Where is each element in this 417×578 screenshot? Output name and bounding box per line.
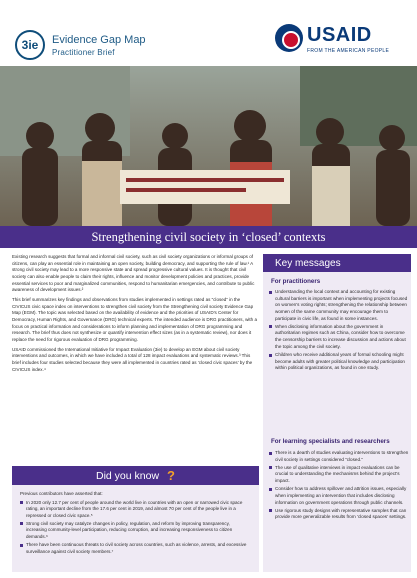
list-item: Consider how to address spillover and attrition issues, especially when implementing an intervention that includes disclosing information on government operations through public channels.	[269, 486, 409, 506]
did-you-know-intro: Previous contributors have asserted that:	[20, 491, 103, 496]
list-item: Use rigorous study designs with representative samples that can provide more generalizable results from ‘closed spaces’ settings.	[269, 508, 409, 521]
usaid-seal-icon	[275, 24, 303, 52]
list-item: There is a dearth of studies evaluating interventions to strengthen civil society in settings considered “closed.”	[269, 450, 409, 463]
list-item: There have been continuous threats to civil society across countries, such as violence, arrests, and excessive surveillance against civil society members.⁷	[20, 542, 251, 555]
researchers-list	[269, 450, 409, 523]
list-item: Understanding the local context and accounting for existing cultural barriers is important when implementing projects focused on women’s voting rights; strengthening the relationship between women of the same community may encourage them to participate in civic life, as found in some instances.	[269, 289, 409, 322]
title-banner	[0, 226, 417, 248]
brief-header	[0, 0, 417, 66]
intro-text	[12, 254, 259, 376]
did-you-know-title: Did you know	[96, 469, 160, 482]
3ie-logo: 3ie	[15, 30, 45, 60]
key-messages-heading: Key messages	[263, 254, 411, 272]
list-item: In 2020 only 12.7 per cent of people around the world live in countries with an open or narrowed civic space rating, an important decline from the 17.6 per cent in 2019, and almost 70 per cent of the people live in a repressed or closed civic space.⁵	[20, 500, 251, 520]
did-you-know-panel	[12, 485, 259, 572]
list-item: The use of qualitative interviews in impact evaluations can be crucial to understanding the mechanisms behind the project’s impact.	[269, 465, 409, 485]
list-item: Children who receive additional years of formal schooling might become adults with greater political knowledge and participation within political organizations, as found in one study.	[269, 352, 409, 372]
researchers-heading: For learning specialists and researchers	[271, 438, 390, 445]
intro-paragraph-3: USAID commissioned the International Initiative for Impact Evaluation (3ie) to develop an EGM about civil society interventions and outcomes, in which we have included a total of 128 impact evaluations and systematic reviews.³ This brief includes four studies selected because they were all implemented in countries rated as ‘closed civic spaces’ by the CIVICUS index.⁴	[12, 346, 253, 372]
did-you-know-heading	[12, 466, 259, 485]
brief-series-title: Evidence Gap Map	[52, 34, 146, 46]
intro-paragraph-2: This brief summarizes key findings and observations from studies implemented in settings rated as “closed” in the CIVICUS civic space index on interventions to strengthen civil society from the Strengthening civil society Evidence Gap Map (EGM). The topic was selected based on the availability of evidence and the priorities of USAID’s Center for Democracy, Human Rights, and Governance (DRG) technical experts. The intended audience is DRG practitioners, with a focus on practical information and considerations to inform planning and implementation of DRG programming and research. The brief thus does not synthesize or quantify intervention effect sizes (as in a systematic review), nor does it replace the need for rigorous evaluation of DRG programming.	[12, 297, 257, 343]
hero-photo	[0, 66, 417, 226]
intro-paragraph-1: Existing research suggests that formal and informal civil society, such as civil society organizations or informal groups of citizens, can play an essential role in maintaining an open society, building democracy, and supporting the rule of law.¹ A strong civil society may lead to a more responsive state and spread progressive cultural values. It is thought that civil society can also enable people to claim their rights, influence and monitor development policies and practices, provide essential services to poor and marginalized communities, respond to humanitarian emergencies, and contribute to public awareness of development issues.²	[12, 254, 255, 293]
question-mark-icon: ?	[167, 468, 175, 483]
list-item: When disclosing information about the government in authoritarian regimes such as China, consider how to overcome the censorship barriers to increase discussion and actions about the topic among the civil society.	[269, 324, 409, 351]
practitioners-heading: For practitioners	[271, 278, 321, 285]
did-you-know-list	[20, 500, 251, 556]
brief-series-subtitle: Practitioner Brief	[52, 48, 115, 57]
list-item: Strong civil society may catalyze changes in policy, regulation, and reform by improving transparency, increasing community-level participation, reducing corruption, and increasing responsiveness to citizen demands.⁶	[20, 521, 251, 541]
key-messages-panel	[263, 254, 411, 572]
usaid-tagline: FROM THE AMERICAN PEOPLE	[307, 48, 390, 54]
brief-title: Strengthening civil society in ‘closed’ contexts	[91, 229, 326, 244]
practitioners-list	[269, 289, 409, 373]
usaid-logo-word: USAID	[307, 24, 372, 46]
hero-photo-illustration	[0, 66, 417, 226]
